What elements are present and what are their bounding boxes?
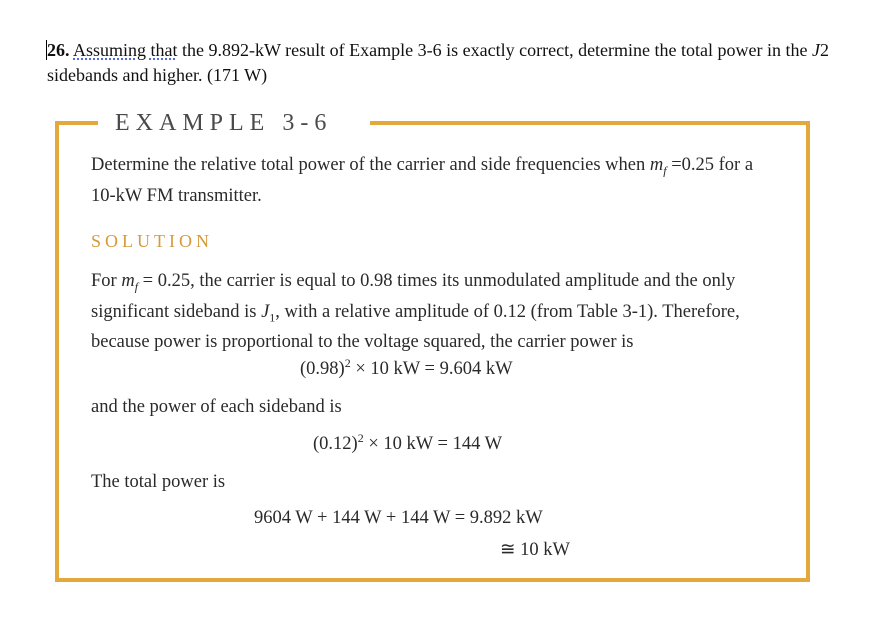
example-title: EXAMPLE 3-6 <box>115 110 333 136</box>
statement-a: Determine the relative total power of the carrier and side frequencies when <box>91 155 650 175</box>
sol-c: , with a relative amplitude of 0.12 (from Table 3-1). Therefore, because power is proportional to the voltage squared, the carrier power is <box>91 301 740 353</box>
question-text-b: 2 sidebands and higher. (171 W) <box>47 40 829 85</box>
solution-paragraph <box>91 269 781 355</box>
underlined-phrase[interactable]: Assuming that <box>73 40 178 60</box>
eq2-exponent: 2 <box>357 431 364 445</box>
sideband-text: and the power of each sideband is <box>91 397 342 417</box>
mf-symbol: m <box>649 155 664 175</box>
question-text-a: the 9.892-kW result of Example 3-6 is exactly correct, determine the total power in the <box>177 40 812 60</box>
total-power-text: The total power is <box>91 472 226 492</box>
carrier-power-equation <box>300 356 513 380</box>
sol-mf-symbol: m <box>121 271 135 291</box>
sol-a: For <box>91 271 122 291</box>
j1-subscript: 1 <box>269 310 276 325</box>
question-number: 26. <box>47 40 70 60</box>
sol-b: = 0.25, the carrier is equal to 0.98 times its unmodulated amplitude and the only significant sideband is <box>91 271 736 322</box>
mf-subscript: f <box>663 163 667 178</box>
question-j-symbol: J <box>812 40 820 60</box>
solution-heading: SOLUTION <box>91 231 213 251</box>
total-power-equation: 9604 W + 144 W + 144 W = 9.892 kW <box>254 508 543 528</box>
eq2-base: (0.12) <box>313 434 358 455</box>
statement-b: =0.25 for a 10-kW FM transmitter. <box>91 155 754 206</box>
eq1-rest: × 10 kW = 9.604 kW <box>350 359 513 380</box>
box-top-border-right <box>370 121 806 125</box>
question-26 <box>47 38 847 88</box>
eq2-rest: × 10 kW = 144 W <box>363 434 503 455</box>
total-power-approx: ≅ 10 kW <box>500 540 570 560</box>
example-statement <box>91 153 781 209</box>
sol-mf-subscript: f <box>134 279 139 294</box>
j1-symbol: J <box>261 301 270 322</box>
eq1-exponent: 2 <box>344 356 351 370</box>
box-top-border-left <box>55 121 98 125</box>
sideband-power-equation <box>313 431 502 455</box>
eq1-base: (0.98) <box>300 359 345 380</box>
